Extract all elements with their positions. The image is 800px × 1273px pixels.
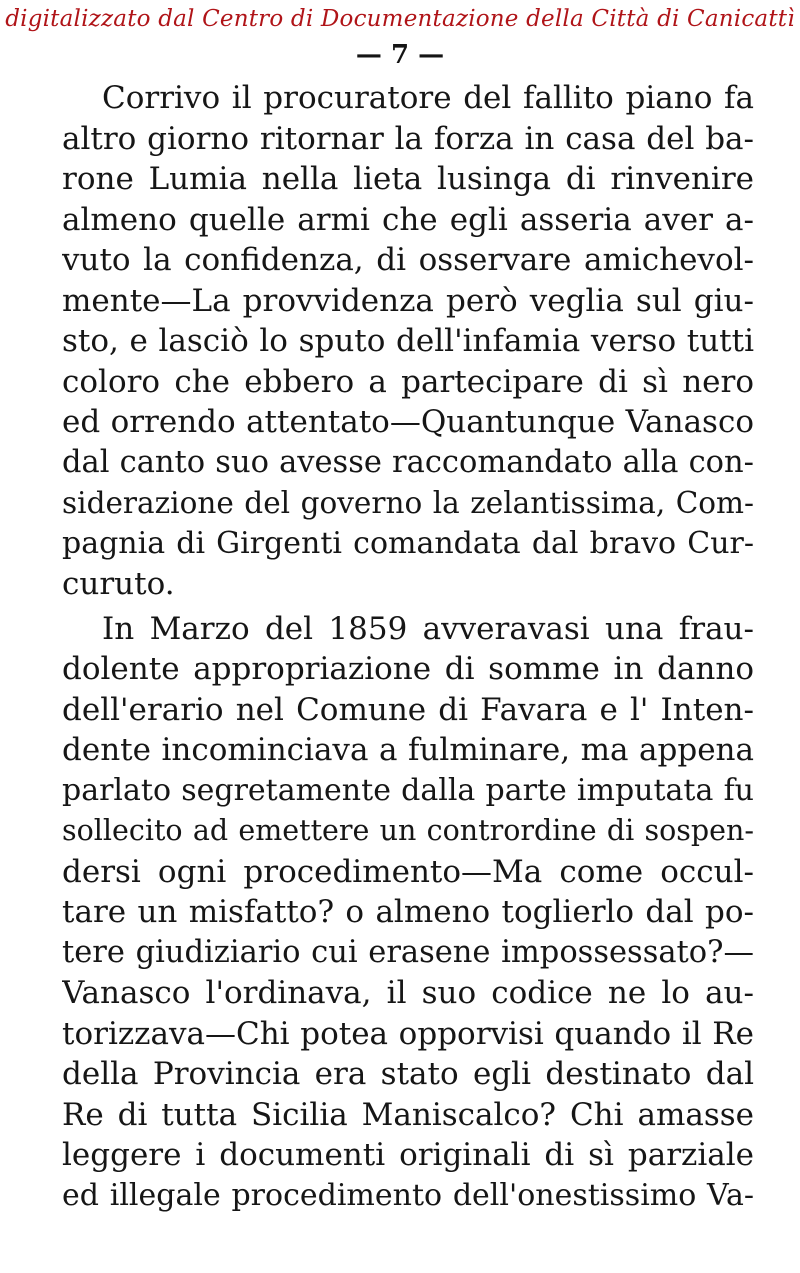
text-line: leggere i documenti originali di sì parziale (62, 1137, 754, 1173)
text-line: Corrivo il procuratore del fallito piano fa (102, 80, 754, 116)
text-line: siderazione del governo la zelantissima, Com- (62, 486, 754, 520)
text-line: curuto. (62, 566, 175, 602)
text-line: tere giudiziario cui erasene impossessato?— (62, 934, 754, 970)
text-line: coloro che ebbero a partecipare di sì nero (62, 363, 754, 400)
page-number: — 7 — (355, 40, 445, 70)
text-line: In Marzo del 1859 avveravasi una frau- (102, 610, 754, 647)
text-line: ed orrendo attentato—Quantunque Vanasco (62, 404, 754, 440)
digitization-watermark: digitalizzato dal Centro di Documentazione della Città di Canicattì (5, 6, 795, 32)
text-line: della Provincia era stato egli destinato dal (62, 1056, 754, 1092)
paragraph-1 (62, 78, 754, 605)
text-line: rone Lumia nella lieta lusinga di rinvenire (62, 161, 754, 197)
text-line: altro giorno ritornar la forza in casa del ba- (62, 120, 754, 157)
text-line: dell'erario nel Comune di Favara e l' Inten- (62, 691, 754, 728)
body-text (62, 78, 754, 1216)
text-line: dolente appropriazione di somme in danno (62, 651, 754, 687)
text-line: dal canto suo avesse raccomandato alla con- (62, 444, 754, 480)
text-line: Re di tutta Sicilia Maniscalco? Chi amasse (62, 1096, 754, 1133)
paragraph-2 (62, 609, 754, 1217)
text-line: ed illegale procedimento dell'onestissimo Va- (62, 1177, 754, 1213)
text-line: Vanasco l'ordinava, il suo codice ne lo au- (62, 975, 754, 1011)
text-line: almeno quelle armi che egli asseria aver a- (62, 201, 754, 238)
text-line: parlato segretamente dalla parte imputata fu (62, 772, 754, 808)
text-line: dente incominciava a fulminare, ma appena (62, 732, 754, 768)
text-line: mente—La provvidenza però veglia sul giu- (62, 282, 754, 319)
text-line: sollecito ad emettere un contrordine di sospen- (62, 814, 754, 847)
text-line: vuto la confidenza, di osservare amichevol- (62, 242, 754, 278)
text-line: tare un misfatto? o almeno toglierlo dal po- (62, 894, 754, 930)
text-line: dersi ogni procedimento—Ma come occul- (62, 853, 754, 890)
text-line: pagnia di Girgenti comandata dal bravo Cur- (62, 525, 754, 561)
text-line: sto, e lasciò lo sputo dell'infamia verso tutti (62, 323, 754, 359)
text-line: torizzava—Chi potea opporvisi quando il Re (62, 1015, 754, 1052)
